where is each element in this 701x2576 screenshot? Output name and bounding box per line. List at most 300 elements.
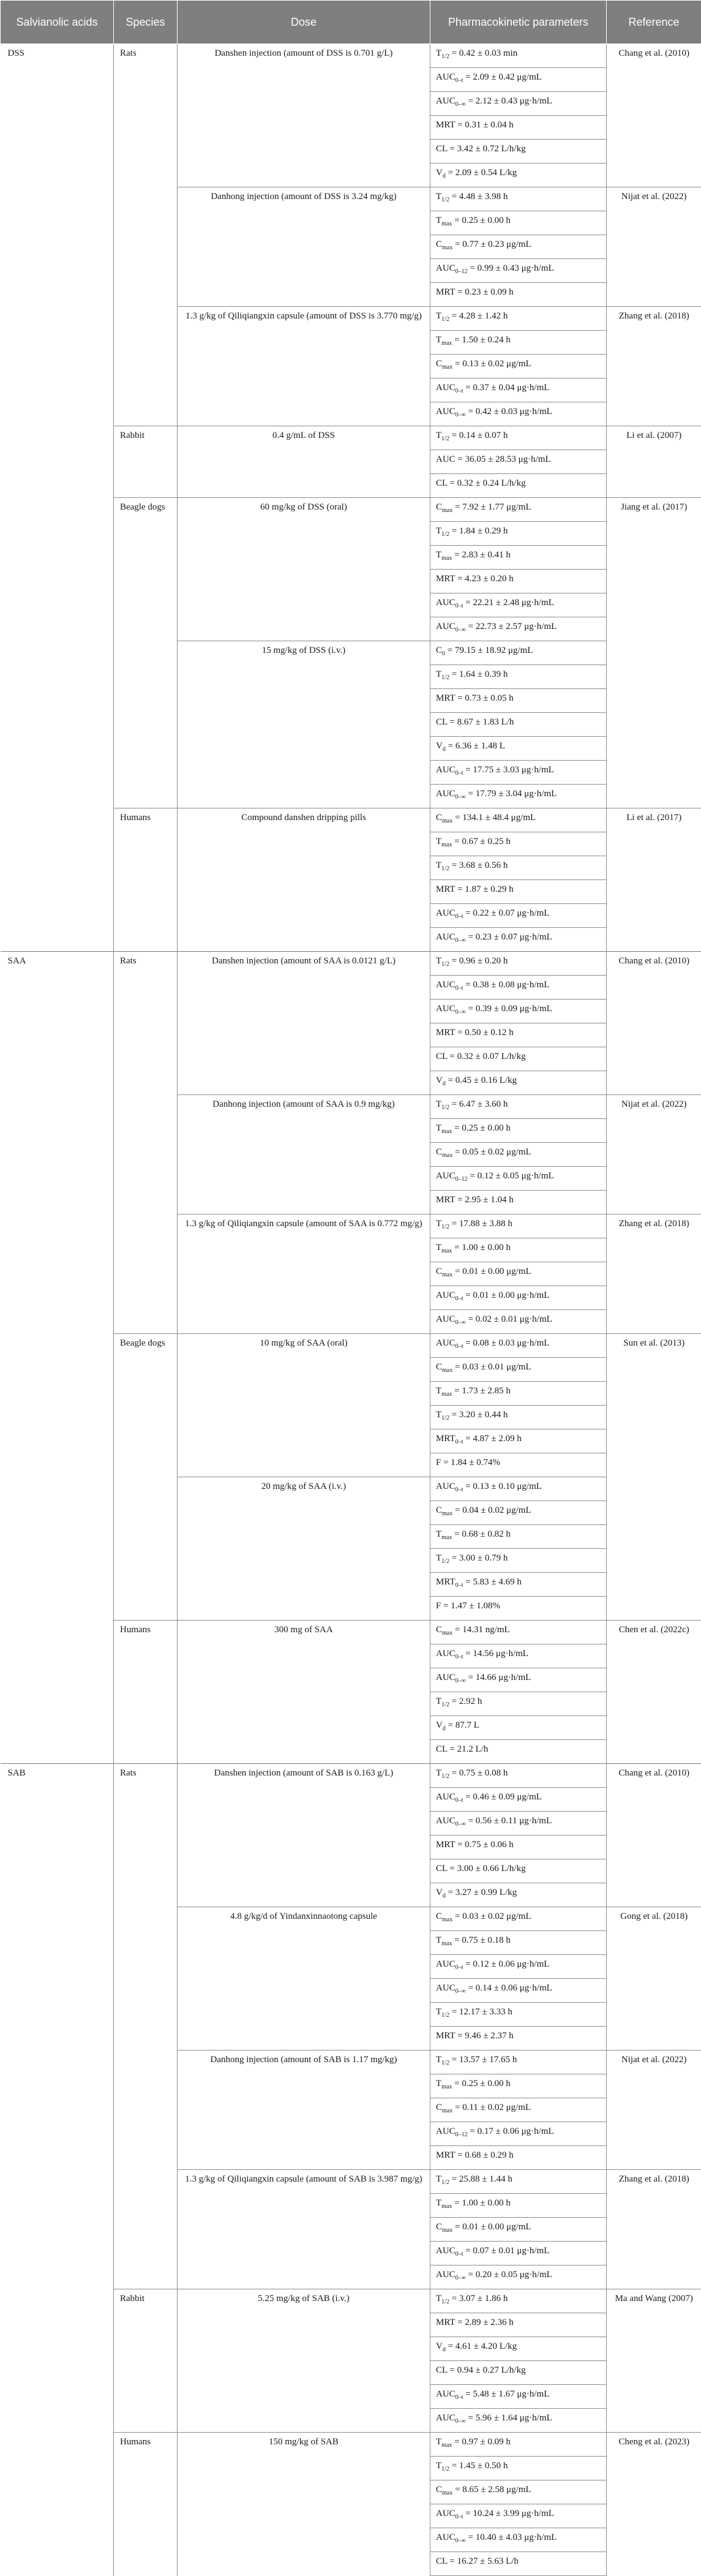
reference-cell: Zhang et al. (2018): [607, 307, 701, 426]
parameter-value: = 17.75 ± 3.03 μg·h/mL: [463, 765, 553, 775]
parameter-value: = 0.03 ± 0.01 μg/mL: [452, 1362, 531, 1372]
parameter-symbol: C: [436, 239, 442, 249]
parameter-value: = 0.23 ± 0.09 h: [455, 287, 513, 297]
parameter-symbol: AUC: [436, 383, 455, 393]
parameter-symbol: MRT: [436, 2318, 455, 2327]
parameter-value: = 6.36 ± 1.48 L: [446, 741, 505, 751]
parameter-cell: [430, 140, 607, 164]
parameter-value: = 0.56 ± 0.11 μg·h/mL: [466, 1816, 552, 1826]
parameter-cell: [430, 2218, 607, 2242]
parameter-value: = 13.57 ± 17.65 h: [449, 2055, 517, 2065]
parameter-cell: [430, 211, 607, 235]
parameter-symbol: C: [436, 1362, 442, 1372]
parameter-subscript: max: [441, 1940, 452, 1947]
parameter-symbol: T: [436, 2055, 441, 2065]
parameter-symbol: AUC: [436, 1816, 455, 1826]
species-cell: Rabbit: [114, 2289, 178, 2433]
parameter-subscript: 0–∞: [455, 1678, 466, 1684]
parameter-symbol: T: [436, 1553, 441, 1563]
parameter-symbol: MRT: [436, 287, 455, 297]
parameter-value: = 0.32 ± 0.07 L/h/kg: [448, 1052, 526, 1061]
parameter-cell: [430, 880, 607, 904]
parameter-cell: [430, 832, 607, 856]
parameter-symbol: AUC: [436, 1482, 455, 1491]
parameter-cell: [430, 2051, 607, 2074]
parameter-symbol: MRT: [436, 1028, 455, 1038]
parameter-cell: [430, 1740, 607, 1764]
parameter-cell: [430, 1382, 607, 1406]
parameter-subscript: max: [442, 818, 452, 824]
parameter-value: = 0.12 ± 0.06 μg·h/mL: [463, 1959, 549, 1969]
parameter-symbol: MRT: [436, 2150, 455, 2160]
species-cell: Humans: [114, 808, 178, 952]
parameter-value: = 0.32 ± 0.24 L/h/kg: [448, 478, 526, 488]
parameter-value: = 2.89 ± 2.36 h: [455, 2318, 513, 2327]
parameter-cell: [430, 1549, 607, 1573]
column-header-species: Species: [114, 1, 178, 44]
parameter-symbol: AUC: [436, 2533, 455, 2542]
parameter-cell: [430, 976, 607, 1000]
parameter-cell: [430, 2242, 607, 2265]
parameter-cell: [430, 355, 607, 378]
parameter-cell: [430, 1143, 607, 1167]
parameter-value: = 4.48 ± 3.98 h: [449, 192, 508, 201]
parameter-value: = 17.79 ± 3.04 μg·h/mL: [466, 789, 557, 799]
parameter-cell: [430, 641, 607, 665]
parameter-cell: [430, 1095, 607, 1119]
table-body: [1, 44, 701, 2576]
reference-cell: Gong et al. (2018): [607, 1907, 701, 2051]
parameter-subscript: d: [443, 2346, 446, 2353]
parameter-subscript: 0–∞: [455, 2418, 466, 2425]
parameter-symbol: AUC: [436, 932, 455, 942]
reference-cell: Chang et al. (2010): [607, 952, 701, 1095]
parameter-cell: [430, 283, 607, 307]
parameter-value: = 2.95 ± 1.04 h: [455, 1195, 513, 1205]
parameter-cell: [430, 187, 607, 211]
parameter-subscript: max: [441, 2203, 452, 2210]
parameter-symbol: T: [436, 1243, 441, 1252]
parameter-symbol: T: [436, 1123, 441, 1133]
parameter-symbol: MRT: [436, 2031, 455, 2041]
parameter-value: = 0.01 ± 0.00 μg·h/mL: [463, 1290, 549, 1300]
parameter-symbol: CL: [436, 1744, 448, 1754]
parameter-subscript: max: [442, 1510, 452, 1517]
parameter-value: = 12.17 ± 3.33 h: [449, 2007, 512, 2017]
parameter-value: = 0.01 ± 0.00 μg/mL: [452, 2222, 531, 2232]
parameter-subscript: 0–∞: [455, 1009, 466, 1015]
parameter-symbol: T: [436, 1099, 441, 1109]
species-cell: Rats: [114, 1764, 178, 2289]
parameter-subscript: max: [441, 1248, 452, 1254]
parameter-symbol: MRT: [436, 693, 455, 703]
parameter-cell: [430, 235, 607, 259]
parameter-symbol: AUC: [436, 2126, 455, 2136]
parameter-symbol: T: [436, 2174, 441, 2184]
parameter-cell: [430, 1644, 607, 1668]
parameter-cell: [430, 593, 607, 617]
parameter-symbol: AUC: [436, 1673, 455, 1682]
parameter-symbol: AUC: [436, 2389, 455, 2399]
parameter-cell: [430, 2361, 607, 2385]
parameter-cell: [430, 1167, 607, 1191]
parameter-value: = 0.14 ± 0.07 h: [449, 431, 508, 440]
parameter-cell: [430, 1573, 607, 1597]
parameter-value: = 134.1 ± 48.4 μg/mL: [452, 813, 536, 823]
reference-cell: Li et al. (2017): [607, 808, 701, 952]
parameter-subscript: 0–t: [455, 1343, 463, 1350]
parameter-value: = 25.88 ± 1.44 h: [449, 2174, 512, 2184]
parameter-subscript: 0–∞: [455, 101, 466, 108]
parameter-symbol: T: [436, 669, 441, 679]
parameter-value: = 0.07 ± 0.01 μg·h/mL: [463, 2246, 549, 2256]
parameter-symbol: T: [436, 2461, 441, 2471]
species-cell: Humans: [114, 2433, 178, 2576]
parameter-value: = 0.45 ± 0.16 L/kg: [446, 1075, 517, 1085]
parameter-symbol: AUC: [436, 96, 455, 106]
parameter-subscript: 0–t: [455, 2394, 463, 2401]
parameter-cell: [430, 1286, 607, 1310]
parameter-subscript: 0–12: [455, 1176, 468, 1183]
parameter-value: = 3.00 ± 0.66 L/h/kg: [448, 1864, 526, 1874]
parameter-cell: [430, 2003, 607, 2027]
parameter-cell: [430, 2074, 607, 2098]
header-row: [1, 1, 701, 44]
parameter-symbol: T: [436, 526, 441, 536]
parameter-cell: [430, 1215, 607, 1238]
parameter-subscript: max: [441, 340, 452, 347]
parameter-cell: [430, 1931, 607, 1955]
parameter-symbol: MRT: [436, 1434, 455, 1444]
parameter-subscript: 1/2: [441, 674, 449, 681]
parameter-symbol: V: [436, 1720, 443, 1730]
parameter-symbol: AUC: [436, 1171, 455, 1181]
parameter-cell: [430, 856, 607, 880]
parameter-subscript: 1/2: [441, 2466, 449, 2472]
parameter-cell: [430, 1047, 607, 1071]
parameter-subscript: max: [442, 2490, 452, 2496]
parameter-subscript: 1/2: [441, 961, 449, 968]
parameter-value: = 8.67 ± 1.83 L/h: [448, 717, 514, 727]
parameter-symbol: C: [436, 646, 442, 655]
parameter-subscript: 0–t: [455, 1295, 463, 1302]
species-cell: Rabbit: [114, 426, 178, 498]
parameter-cell: [430, 2098, 607, 2122]
reference-cell: [607, 641, 701, 808]
parameter-cell: [430, 546, 607, 570]
reference-cell: Nijat et al. (2022): [607, 187, 701, 307]
reference-cell: Sun et al. (2013): [607, 1334, 701, 1477]
parameter-value: = 1.73 ± 2.85 h: [452, 1386, 510, 1396]
parameter-subscript: 0–∞: [455, 2275, 466, 2281]
parameter-value: = 3.07 ± 1.86 h: [449, 2294, 508, 2303]
parameter-subscript: max: [441, 1128, 452, 1135]
parameter-subscript: 0–∞: [455, 627, 466, 633]
parameter-subscript: 1/2: [441, 1415, 449, 1422]
parameter-subscript: 0–t: [455, 985, 463, 992]
parameter-value: = 2.83 ± 0.41 h: [452, 550, 510, 560]
parameter-subscript: d: [443, 1892, 446, 1899]
parameter-value: = 3.00 ± 0.79 h: [449, 1553, 508, 1563]
parameter-value: = 5.96 ± 1.64 μg·h/mL: [466, 2413, 552, 2423]
parameter-symbol: T: [436, 2079, 441, 2088]
parameter-cell: [430, 904, 607, 928]
parameter-symbol: AUC: [436, 908, 455, 918]
parameter-subscript: max: [442, 1367, 452, 1374]
parameter-subscript: 0–t: [455, 1797, 463, 1804]
parameter-value: = 21.2 L/h: [448, 1744, 489, 1754]
parameter-subscript: 0–12: [455, 2131, 468, 2138]
parameter-symbol: AUC: [436, 1290, 455, 1300]
parameter-value: = 14.56 μg·h/mL: [463, 1649, 528, 1659]
dose-cell: Danhong injection (amount of DSS is 3.24 mg/kg): [178, 187, 430, 307]
parameter-symbol: MRT: [436, 1577, 455, 1587]
parameter-value: = 7.92 ± 1.77 μg/mL: [452, 502, 531, 512]
parameter-symbol: T: [436, 550, 441, 560]
parameter-cell: [430, 1836, 607, 1859]
dose-cell: Danhong injection (amount of SAB is 1.17 mg/kg): [178, 2051, 430, 2170]
parameter-subscript: max: [442, 1152, 452, 1159]
parameter-cell: [430, 952, 607, 976]
parameter-subscript: 1/2: [441, 316, 449, 323]
parameter-symbol: AUC: [436, 407, 455, 416]
parameter-subscript: 1/2: [441, 1224, 449, 1230]
parameter-symbol: CL: [436, 717, 448, 727]
parameter-cell: [430, 1764, 607, 1788]
parameter-subscript: 1/2: [441, 435, 449, 442]
parameter-cell: [430, 1621, 607, 1644]
parameter-symbol: AUC: [436, 1792, 455, 1802]
parameter-symbol: C: [436, 2485, 442, 2495]
parameter-value: = 0.96 ± 0.20 h: [449, 956, 508, 966]
parameter-symbol: T: [436, 956, 441, 966]
parameter-value: = 0.13 ± 0.02 μg/mL: [452, 359, 531, 369]
parameter-symbol: T: [436, 837, 441, 846]
parameter-value: = 2.09 ± 0.42 μg/mL: [463, 72, 541, 82]
reference-cell: Zhang et al. (2018): [607, 2170, 701, 2289]
parameter-subscript: 1/2: [441, 1701, 449, 1708]
parameter-symbol: T: [436, 1697, 441, 1706]
parameter-cell: [430, 450, 607, 474]
parameter-subscript: 0–t: [455, 1654, 463, 1660]
parameter-value: = 16.27 ± 5.63 L/h: [448, 2556, 519, 2566]
parameter-value: = 22.73 ± 2.57 μg·h/mL: [466, 622, 557, 631]
dose-cell: 10 mg/kg of SAA (oral): [178, 1334, 430, 1477]
parameter-cell: [430, 1907, 607, 1931]
parameter-subscript: 0–t: [455, 77, 463, 84]
parameter-value: = 9.46 ± 2.37 h: [455, 2031, 513, 2041]
parameter-symbol: T: [436, 2198, 441, 2208]
dose-cell: Danshen injection (amount of SAB is 0.163 g/L): [178, 1764, 430, 1907]
parameter-cell: [430, 761, 607, 785]
parameter-cell: [430, 1525, 607, 1549]
parameter-symbol: CL: [436, 144, 448, 154]
parameter-cell: [430, 928, 607, 952]
parameter-cell: [430, 1692, 607, 1716]
parameter-subscript: max: [441, 1391, 452, 1398]
parameter-value: = 0.94 ± 0.27 L/h/kg: [448, 2365, 526, 2375]
parameter-cell: [430, 2337, 607, 2361]
dose-cell: 0.4 g/mL of DSS: [178, 426, 430, 498]
table-row: [1, 44, 701, 68]
parameter-value: = 1.64 ± 0.39 h: [449, 669, 508, 679]
table-row: [1, 952, 701, 976]
parameter-symbol: T: [436, 861, 441, 870]
parameter-subscript: 1/2: [441, 865, 449, 872]
parameter-cell: [430, 2027, 607, 2051]
parameter-symbol: CL: [436, 2365, 448, 2375]
parameter-symbol: AUC: [436, 1983, 455, 1993]
parameter-subscript: 0–∞: [455, 2537, 466, 2544]
parameter-symbol: AUC: [436, 2413, 455, 2423]
parameter-value: = 5.48 ± 1.67 μg·h/mL: [463, 2389, 549, 2399]
parameter-cell: [430, 1023, 607, 1047]
parameter-value: = 1.47 ± 1.08%: [441, 1601, 500, 1611]
parameter-cell: [430, 44, 607, 68]
parameter-subscript: max: [442, 1271, 452, 1278]
parameter-cell: [430, 2433, 607, 2457]
parameter-value: = 0.13 ± 0.10 μg/mL: [463, 1482, 541, 1491]
parameter-symbol: C: [436, 502, 442, 512]
parameter-value: = 0.75 ± 0.18 h: [452, 1935, 510, 1945]
dose-cell: 60 mg/kg of DSS (oral): [178, 498, 430, 641]
parameter-subscript: d: [443, 746, 446, 753]
parameter-subscript: d: [443, 1725, 446, 1732]
parameter-symbol: T: [436, 2294, 441, 2303]
parameter-cell: [430, 2457, 607, 2480]
parameter-subscript: max: [441, 842, 452, 848]
parameter-value: = 0.25 ± 0.00 h: [452, 216, 510, 225]
parameter-value: = 2.92 h: [449, 1697, 482, 1706]
dose-cell: 5.25 mg/kg of SAB (i.v.): [178, 2289, 430, 2433]
parameter-symbol: AUC: [436, 598, 455, 608]
parameter-value: = 0.25 ± 0.00 h: [452, 2079, 510, 2088]
parameter-value: = 0.05 ± 0.02 μg/mL: [452, 1147, 531, 1157]
reference-cell: Jiang et al. (2017): [607, 498, 701, 641]
parameter-value: = 3.42 ± 0.72 L/h/kg: [448, 144, 526, 154]
parameter-value: = 79.15 ± 18.92 μg/mL: [445, 646, 533, 655]
parameter-cell: [430, 307, 607, 331]
parameter-cell: [430, 2170, 607, 2194]
reference-cell: Chang et al. (2010): [607, 1764, 701, 1907]
parameter-symbol: T: [436, 192, 441, 201]
parameter-symbol: C: [436, 1625, 442, 1635]
parameter-value: = 0.11 ± 0.02 μg/mL: [452, 2103, 531, 2112]
parameter-symbol: CL: [436, 1052, 448, 1061]
parameter-cell: [430, 1716, 607, 1740]
parameter-symbol: AUC: [436, 1338, 455, 1348]
parameter-symbol: T: [436, 1935, 441, 1945]
parameter-value: = 8.65 ± 2.58 μg/mL: [452, 2485, 531, 2495]
parameter-value: = 10.24 ± 3.99 μg·h/mL: [463, 2509, 553, 2518]
parameter-symbol: CL: [436, 1864, 448, 1874]
parameter-symbol: F: [436, 1458, 441, 1467]
parameter-cell: [430, 1358, 607, 1382]
parameter-subscript: 1/2: [441, 2012, 449, 2019]
table-row: [1, 1764, 701, 1788]
parameter-value: = 3.68 ± 0.56 h: [449, 861, 508, 870]
parameter-value: = 5.83 ± 4.69 h: [463, 1577, 521, 1587]
parameter-symbol: C: [436, 1267, 442, 1276]
parameter-symbol: MRT: [436, 120, 455, 130]
parameter-cell: [430, 1334, 607, 1358]
dose-cell: 4.8 g/kg/d of Yindanxinnaotong capsule: [178, 1907, 430, 2051]
parameter-value: = 0.50 ± 0.12 h: [455, 1028, 513, 1038]
parameter-value: = 0.20 ± 0.05 μg·h/mL: [466, 2270, 552, 2280]
parameter-symbol: CL: [436, 478, 448, 488]
acid-name-cell: SAB: [1, 1764, 114, 2576]
parameter-subscript: 0–∞: [455, 937, 466, 944]
parameter-cell: [430, 1000, 607, 1023]
parameter-symbol: F: [436, 1601, 441, 1611]
reference-cell: Cheng et al. (2023): [607, 2433, 701, 2576]
parameter-cell: [430, 737, 607, 761]
parameter-subscript: 0–t: [455, 913, 463, 920]
parameter-cell: [430, 665, 607, 689]
parameter-subscript: 0–t: [455, 1964, 463, 1971]
parameter-cell: [430, 1119, 607, 1143]
parameter-value: = 1.84 ± 0.74%: [441, 1458, 500, 1467]
parameter-symbol: V: [436, 168, 443, 178]
parameter-subscript: d: [443, 1080, 446, 1087]
parameter-value: = 4.61 ± 4.20 L/kg: [446, 2341, 517, 2351]
parameter-symbol: AUC: [436, 1004, 455, 1014]
parameter-subscript: max: [442, 244, 452, 251]
parameter-cell: [430, 785, 607, 808]
parameter-subscript: max: [441, 220, 452, 227]
parameter-value: = 0.08 ± 0.03 μg·h/mL: [463, 1338, 549, 1348]
parameter-cell: [430, 1453, 607, 1477]
parameter-symbol: AUC: [436, 789, 455, 799]
parameter-symbol: AUC: [436, 1649, 455, 1659]
parameter-cell: [430, 1788, 607, 1812]
parameter-cell: [430, 689, 607, 713]
parameter-cell: [430, 1501, 607, 1525]
parameter-cell: [430, 1477, 607, 1501]
parameter-value: = 4.87 ± 2.09 h: [463, 1434, 521, 1444]
column-header-acid: Salvianolic acids: [1, 1, 114, 44]
parameter-value: = 0.99 ± 0.43 μg·h/mL: [468, 263, 554, 273]
parameter-symbol: V: [436, 1888, 443, 1897]
parameter-symbol: T: [436, 48, 441, 58]
parameter-cell: [430, 1262, 607, 1286]
parameter-value: = 1.50 ± 0.24 h: [452, 335, 510, 345]
column-header-dose: Dose: [178, 1, 430, 44]
parameter-subscript: d: [443, 173, 446, 179]
parameter-cell: [430, 2265, 607, 2289]
parameter-cell: [430, 498, 607, 522]
reference-cell: Li et al. (2007): [607, 426, 701, 498]
reference-cell: Nijat et al. (2022): [607, 2051, 701, 2170]
parameter-subscript: 0–t: [455, 2514, 463, 2520]
parameter-symbol: C: [436, 2103, 442, 2112]
parameter-symbol: CL: [436, 2556, 448, 2566]
parameter-value: = 0.37 ± 0.04 μg·h/mL: [463, 383, 549, 393]
parameter-cell: [430, 1310, 607, 1334]
parameter-symbol: C: [436, 359, 442, 369]
parameter-cell: [430, 426, 607, 450]
parameter-subscript: max: [442, 2227, 452, 2234]
parameter-value: = 0.39 ± 0.09 μg·h/mL: [466, 1004, 552, 1014]
parameter-subscript: max: [442, 364, 452, 371]
parameter-symbol: T: [436, 431, 441, 440]
parameter-value: = 0.01 ± 0.00 μg/mL: [452, 1267, 531, 1276]
parameter-value: = 1.84 ± 0.29 h: [449, 526, 508, 536]
parameter-cell: [430, 2122, 607, 2146]
parameter-subscript: 0–t: [455, 603, 463, 609]
parameter-cell: [430, 1812, 607, 1836]
parameter-symbol: MRT: [436, 1840, 455, 1850]
